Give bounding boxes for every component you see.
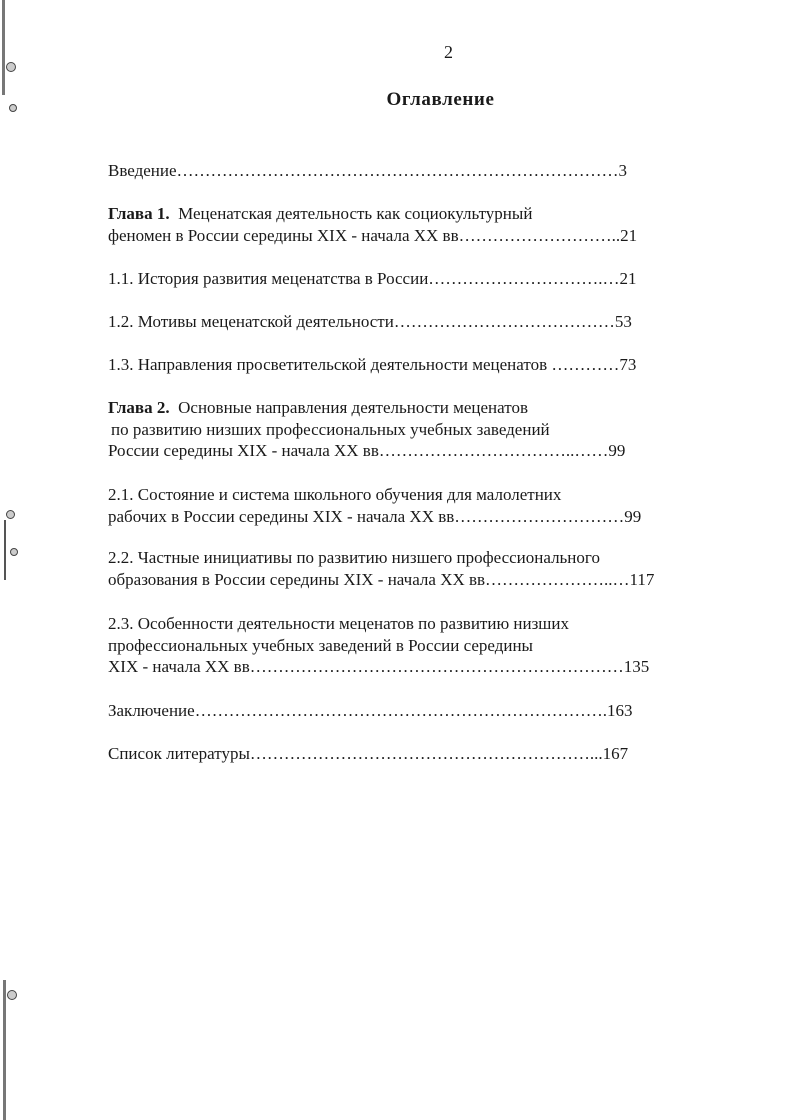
toc-entry-text: 1.3. Направления просветительской деятельности меценатов …………73 <box>108 355 637 374</box>
scan-hole-mark <box>10 548 18 556</box>
toc-entry-text: 2.3. Особенности деятельности меценатов по развитию низших <box>108 614 569 633</box>
toc-entry-section-2-1[interactable] <box>108 484 641 527</box>
page-number: 2 <box>444 42 453 62</box>
toc-entry-text: 2.1. Состояние и система школьного обучения для малолетних <box>108 485 562 504</box>
toc-entry-chapter-1[interactable] <box>108 203 637 246</box>
toc-entry-text: 1.2. Мотивы меценатской деятельности…………………………………53 <box>108 312 632 331</box>
toc-entry-section-2-3[interactable] <box>108 613 649 678</box>
chapter-title: Меценатская деятельность как социокультурный <box>178 204 533 223</box>
toc-entry-text: профессиональных учебных заведений в России середины <box>108 635 533 655</box>
toc-entry-section-1-2[interactable] <box>108 311 632 333</box>
toc-entry-text: Введение……………………………………………………………………3 <box>108 161 628 180</box>
scan-hole-mark <box>9 104 17 112</box>
toc-entry-section-1-3[interactable] <box>108 354 636 376</box>
toc-entry-intro[interactable] <box>108 160 627 182</box>
page-title: Оглавление <box>386 89 495 110</box>
chapter-title: Основные направления деятельности меценатов <box>178 398 528 417</box>
toc-entry-text: образования в России середины XIX - начала XX вв…………………..…117 <box>108 569 655 589</box>
toc-entry-text: Заключение……………………………………………………………….163 <box>108 701 633 720</box>
scan-edge-mark <box>3 980 6 1120</box>
toc-entry-text <box>108 203 637 225</box>
chapter-label: Глава 1. <box>108 204 170 223</box>
toc-entry-text: 1.1. История развития меценатства в России………………………….…21 <box>108 269 637 288</box>
toc-entry-text <box>108 397 625 419</box>
toc-entry-text: Список литературы……………………………………………………...167 <box>108 744 629 763</box>
scan-hole-mark <box>7 990 17 1000</box>
toc-entry-section-1-1[interactable] <box>108 268 637 290</box>
toc-entry-bibliography[interactable] <box>108 743 628 765</box>
toc-entry-text: по развитию низших профессиональных учебных заведений <box>111 419 550 439</box>
toc-entry-text: России середины XIX - начала XX вв……………………………..……99 <box>108 441 626 460</box>
toc-entry-text: феномен в России середины XIX - начала XX вв………………………..21 <box>108 225 638 245</box>
scan-hole-mark <box>6 62 16 72</box>
toc-entry-section-2-2[interactable] <box>108 547 654 590</box>
chapter-label: Глава 2. <box>108 398 170 417</box>
toc-entry-text: 2.2. Частные инициативы по развитию низшего профессионального <box>108 548 600 567</box>
scan-edge-mark <box>4 520 6 580</box>
toc-entry-conclusion[interactable] <box>108 700 632 722</box>
scan-hole-mark <box>6 510 15 519</box>
toc-entry-text: XIX - начала XX вв…………………………………………………………135 <box>108 657 650 676</box>
toc-entry-chapter-2[interactable] <box>108 397 625 462</box>
scan-edge-mark <box>2 0 5 95</box>
toc-entry-text: рабочих в России середины XIX - начала XX вв…………………………99 <box>108 506 642 526</box>
